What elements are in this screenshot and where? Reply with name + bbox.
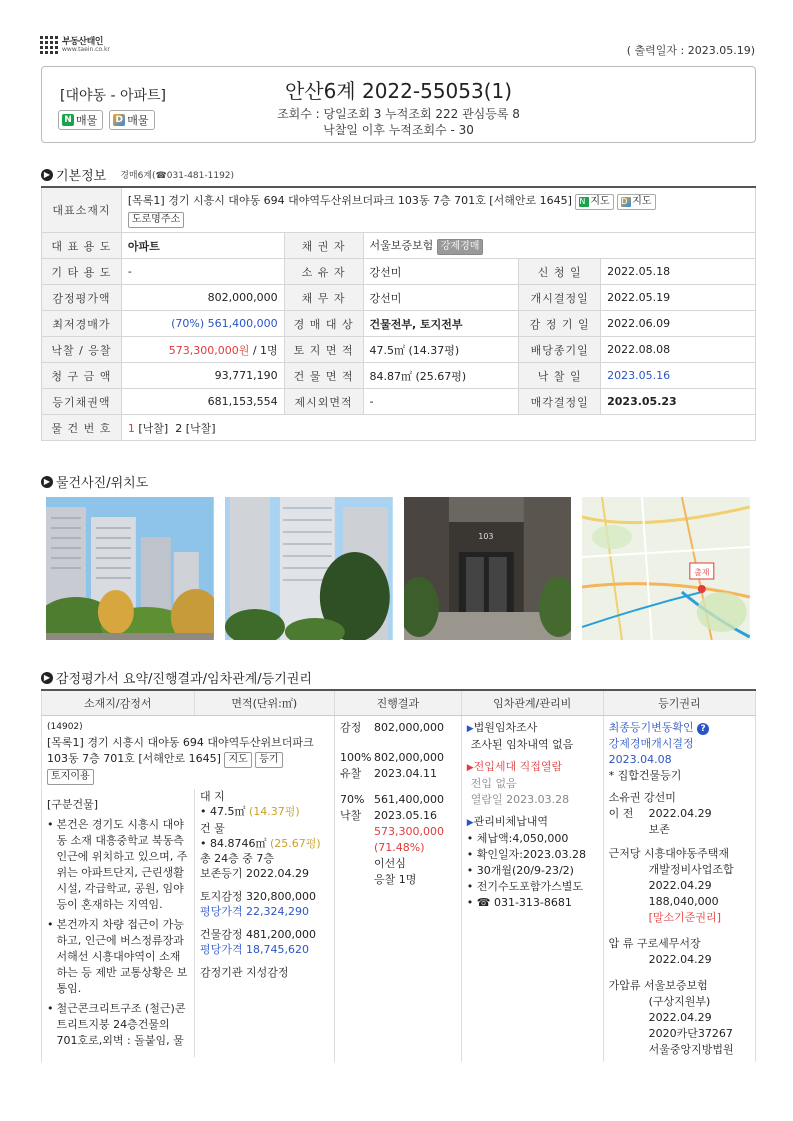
help-icon[interactable]: ? xyxy=(697,723,709,735)
arrears-period: 30개월(20/9-23/2) xyxy=(476,863,574,877)
owner-value: 강선미 xyxy=(363,259,519,285)
mortgage-holder-cont: 개발정비사업조합 xyxy=(648,862,734,876)
main-use-label: 대 표 용 도 xyxy=(42,233,122,259)
commencement-date-label: 개시결정일 xyxy=(519,285,601,311)
road-address-button[interactable]: 도로명주소 xyxy=(128,212,184,228)
main-use-value: 아파트 xyxy=(121,233,284,259)
summary-heading xyxy=(41,668,312,687)
last-change-label: 최종등기변동확인 xyxy=(608,720,694,734)
title-box xyxy=(41,66,756,143)
property-category: [대야동 - 아파트] xyxy=(60,88,167,104)
mortgage-date: 2022.04.29 xyxy=(648,878,712,892)
arrow-bullet-icon: ▶ xyxy=(41,169,53,181)
basic-info-heading xyxy=(41,165,234,184)
building-area-pyeong: (25.67평) xyxy=(270,836,321,850)
land-area-pyeong: (14.37평) xyxy=(249,804,300,818)
seizure-holder: 압 류 구로세무서장 xyxy=(608,936,701,950)
debtor-value: 강선미 xyxy=(363,285,519,311)
auction-target-value: 건물전부, 토지전부 xyxy=(363,311,519,337)
mortgage-amount: 188,040,000 xyxy=(648,894,719,908)
building-heading: 건 물 xyxy=(200,821,225,835)
debtor-label: 채 무 자 xyxy=(284,285,363,311)
naver-listing-button[interactable] xyxy=(58,110,103,130)
progress-cell xyxy=(335,715,462,1062)
other-use-label: 기 타 용 도 xyxy=(42,259,122,285)
land-price-per-pyeong: 평당가격 22,324,290 xyxy=(200,904,309,918)
sale-date-label: 낙 찰 일 xyxy=(519,363,601,389)
round-2-date: 2023.05.16 xyxy=(374,808,437,822)
triangle-icon: ▶ xyxy=(466,762,474,773)
land-area-value: 47.5㎡ (14.37평) xyxy=(363,337,519,363)
dividend-deadline-value: 2022.08.08 xyxy=(601,337,756,363)
bidder-count: / 1명 xyxy=(249,343,278,357)
resident-lookup-label: 전입세대 직접열람 xyxy=(473,759,563,773)
apartment-photo-2[interactable] xyxy=(225,497,393,640)
round-1-result: 유찰 xyxy=(340,766,362,780)
provisional-seizure-date: 2022.04.29 xyxy=(648,1010,712,1024)
lease-cell: ▶법원임차조사 조사된 임차내역 없음 ▶전입세대 직접열람 전입 없음 열람일 2023.03.28 ▶관리비체납내역 • 체납액:4,050,000 • 확인일자:2023.03.28 • 30개월(20/9-23/2) • 전기수도포함가스별도 • ☎ 031-313-8681 xyxy=(461,715,603,1062)
collective-building-registry: * 집합건물등기 xyxy=(608,768,682,782)
lease-survey-result: 조사된 임차내역 없음 xyxy=(470,737,574,751)
building-price-per-pyeong: 평당가격 18,745,620 xyxy=(200,942,309,956)
col-lease-header: 임차관계/관리비 xyxy=(461,690,603,715)
registry-change-date: 2023.04.08 xyxy=(608,752,672,766)
dividend-deadline-label: 배당종기일 xyxy=(519,337,601,363)
application-date-label: 신 청 일 xyxy=(519,259,601,285)
building-entrance-photo[interactable] xyxy=(404,497,572,640)
building-area-label: 건 물 면 적 xyxy=(284,363,363,389)
winner-name: 이선심 xyxy=(374,856,406,870)
appraisal-value: 802,000,000 xyxy=(121,285,284,311)
provisional-seizure-holder: 가압류 서울보증보험 xyxy=(608,978,708,992)
view-counts: 조회수 : 당일조회 3 누적조회 222 관심등록 8 xyxy=(277,107,520,121)
location-description: 본건은 경기도 시흥시 대야동 소재 대흥중학교 북동측 인근에 위치하고 있으며, 주위는 아파트단지, 근린생활시설, 각급학교, 공원, 임야 등이 혼재하는 지역임. xyxy=(56,817,188,911)
logo[interactable] xyxy=(40,36,110,54)
registry-change-kind: 강제경매개시결정 xyxy=(608,736,694,750)
claim-amount-label: 청 구 금 액 xyxy=(42,363,122,389)
registered-claims-value: 681,153,554 xyxy=(121,389,284,415)
floor-info: 총 24층 중 7층 xyxy=(200,851,274,865)
excluded-area-value: - xyxy=(363,389,519,415)
mortgage-holder: 근저당 시흥대야동주택재 xyxy=(608,846,730,860)
sale-decision-date-value: 2023.05.23 xyxy=(601,389,756,415)
case-number: 안산6계 2022-55053(1) xyxy=(284,79,513,103)
col-address-header: 소재지/감정서 xyxy=(42,690,195,715)
winning-bid-value: 573,300,000원 xyxy=(168,343,250,357)
item-1-number: 1 xyxy=(127,421,135,435)
photos-title: 물건사진/위치도 xyxy=(56,476,149,491)
location-map[interactable] xyxy=(582,497,750,640)
commencement-date-value: 2022.05.19 xyxy=(601,285,756,311)
apartment-photo-1[interactable] xyxy=(46,497,214,640)
last-change-link[interactable] xyxy=(609,720,750,736)
address-text: [목록1] 경기 시흥시 대야동 694 대야역두산위브더파크 103동 7층 701호 [서해안로 1645] xyxy=(127,194,572,207)
arrears-check-date: 확인일자:2023.03.28 xyxy=(476,847,586,861)
provisional-seizure-case: 2020카단37267 xyxy=(648,1026,733,1040)
structure-description: 철근콘크리트구조 (철근)콘트리트지붕 24층건물의 701호로,외벽 : 돌붙임, 물 xyxy=(56,1001,186,1047)
round-1-rate: 100% xyxy=(340,750,372,764)
arrears-amount: 체납액:4,050,000 xyxy=(476,831,569,845)
arrow-bullet-icon: ▶ xyxy=(41,672,53,684)
daum-listing-label: 매물 xyxy=(127,114,149,127)
progress-appraisal-label: 감정 xyxy=(340,720,362,734)
excluded-area-label: 제시외면적 xyxy=(284,389,363,415)
winning-rate: (71.48%) xyxy=(374,840,425,854)
col-area-header: 면적(단위:㎡) xyxy=(194,690,334,715)
application-date-value: 2022.05.18 xyxy=(601,259,756,285)
appraiser: 감정기관 지성감정 xyxy=(200,965,289,979)
item-1-status: [낙찰] xyxy=(138,421,169,435)
summary-title: 감정평가서 요약/진행결과/임차관계/등기권리 xyxy=(56,672,312,687)
round-2-price: 561,400,000 xyxy=(374,792,444,806)
registry-button[interactable]: 등기 xyxy=(255,752,282,768)
logo-url: www.taein.co.kr xyxy=(62,45,110,53)
ownership-date: 2022.04.29 xyxy=(648,806,712,820)
naver-map-button[interactable] xyxy=(575,194,613,210)
daum-icon: D xyxy=(113,114,125,126)
auction-target-label: 경 매 대 상 xyxy=(284,311,363,337)
map-button[interactable]: 지도 xyxy=(224,752,251,768)
summary-table xyxy=(41,689,756,1062)
col-progress-header: 진행결과 xyxy=(335,690,462,715)
land-use-button[interactable]: 토지이용 xyxy=(47,769,94,785)
land-area: 47.5㎡ xyxy=(210,804,246,818)
minimum-price-value: (70%) 561,400,000 xyxy=(121,311,284,337)
auction-type-badge: 강제경매 xyxy=(437,239,484,255)
basic-info-title: 기본정보 xyxy=(56,169,107,184)
building-area: 84.8746㎡ xyxy=(210,836,267,850)
building-appraisal: 건물감정 481,200,000 xyxy=(200,927,316,941)
address-area-cell: (14902) [목록1] 경기 시흥시 대야동 694 대야역두산위브더파크 103동 7층 701호 [서해안로 1645] 지도 등기 토지이용 [구분건물] • 본건은 경기도 시흥시 대야동 소재 대흥중학교 북동측 인근에 위치하고 있으며, 주위는 아파트단지, 근린생활시설, 각급학교, 공원, 임야 등이 혼재하는 지역임. • 본건까지 차량 접근이 가능하고, 인근에 버스정류장과 서해선 시흥대야역이 소재하는 등 제반 교통상황은 보통임. • 철근콘크리트구조 (철근)콘트리트지붕 24층건물의 701호로,외벽 : 돌붙임, 물 대 지 • 47.5㎡ (14.37평) 건 물 • 84.8746㎡ (25.67평) 총 24층 중 7층 보존등기 2022.04.29 토지감정 320,800,000 평당가격 22,324,290 건물감정 481,200,000 평당가격 18,745,620 감정기관 지성감정 xyxy=(42,715,335,1062)
photos-heading xyxy=(41,472,148,491)
building-kind: [구분건물] xyxy=(47,797,99,811)
zip-code: (14902) xyxy=(47,721,83,732)
resident-result: 전입 없음 xyxy=(470,776,517,790)
map-marker-label: 출재 xyxy=(694,567,710,578)
land-area-label: 토 지 면 적 xyxy=(284,337,363,363)
other-use-value: - xyxy=(121,259,284,285)
registered-claims-label: 등기채권액 xyxy=(42,389,122,415)
base-right-note: [말소기준권리] xyxy=(648,910,721,924)
sale-date-value: 2023.05.16 xyxy=(601,363,756,389)
court-contact: 경매6계(☎031-481-1192) xyxy=(120,171,235,181)
creditor-value: 서울보증보험 xyxy=(369,238,434,252)
view-counts-after-sale: 낙찰일 이후 누적조회수 - 30 xyxy=(323,123,474,137)
management-phone: ☎ 031-313-8681 xyxy=(476,895,572,909)
progress-appraisal-value: 802,000,000 xyxy=(374,720,444,734)
creditor-label: 채 권 자 xyxy=(284,233,363,259)
ownership-holder: 소유권 강선미 xyxy=(608,790,676,804)
resident-lookup-link[interactable] xyxy=(467,759,598,776)
logo-name: 부동산태인 xyxy=(62,36,103,47)
winning-bid-label: 낙찰 / 응찰 xyxy=(42,337,122,363)
ownership-type: 이 전 xyxy=(608,806,634,820)
col-registry-header: 등기권리 xyxy=(603,690,755,715)
round-1-price: 802,000,000 xyxy=(374,750,444,764)
photo-strip xyxy=(46,497,750,640)
naver-icon: N xyxy=(62,114,74,126)
appraisal-date-label: 감 정 기 일 xyxy=(519,311,601,337)
round-2-rate: 70% xyxy=(340,792,365,806)
address-label: 대표소재지 xyxy=(42,187,122,233)
item-1-link[interactable] xyxy=(128,422,168,435)
print-date: ( 출력일자 : 2023.05.19) xyxy=(626,44,755,57)
daum-map-label: 지도 xyxy=(632,196,652,207)
maintenance-arrears-label: 관리비체납내역 xyxy=(473,814,549,828)
land-appraisal: 토지감정 320,800,000 xyxy=(200,889,316,903)
naver-map-label: 지도 xyxy=(590,196,610,207)
daum-map-button[interactable] xyxy=(617,194,655,210)
round-2-result: 낙찰 xyxy=(340,808,362,822)
summary-address: [목록1] 경기 시흥시 대야동 694 대야역두산위브더파크 103동 7층 701호 [서해안로 1645] xyxy=(47,735,314,765)
preservation-registry: 보존등기 2022.04.29 xyxy=(200,866,309,880)
arrow-bullet-icon: ▶ xyxy=(41,476,53,488)
provisional-seizure-branch: (구상지원부) xyxy=(648,994,711,1008)
triangle-icon: ▶ xyxy=(466,817,474,828)
claim-amount-value: 93,771,190 xyxy=(121,363,284,389)
appraisal-date-value: 2022.06.09 xyxy=(601,311,756,337)
winning-price: 573,300,000 xyxy=(374,824,444,838)
logo-dots-icon xyxy=(40,36,58,54)
seizure-date: 2022.04.29 xyxy=(648,952,712,966)
round-1-date: 2023.04.11 xyxy=(374,766,437,780)
land-heading: 대 지 xyxy=(200,789,225,803)
minimum-price-label: 최저경매가 xyxy=(42,311,122,337)
arrears-scope: 전기수도포함가스별도 xyxy=(476,879,584,893)
ownership-note: 보존 xyxy=(648,822,670,836)
transport-description: 본건까지 차량 접근이 가능하고, 인근에 버스정류장과 서해선 시흥대야역이 소재하는 등 제반 교통상황은 보통임. xyxy=(56,917,188,995)
court-lease-survey: 법원임차조사 xyxy=(473,720,538,734)
basic-info-table xyxy=(41,186,756,441)
naver-listing-label: 매물 xyxy=(76,114,98,127)
bidder-count-summary: 응찰 1명 xyxy=(374,872,417,886)
item-number-label: 물 건 번 호 xyxy=(42,415,122,441)
sale-decision-date-label: 매각결정일 xyxy=(519,389,601,415)
svg-text:103: 103 xyxy=(477,531,493,542)
provisional-seizure-court: 서울중앙지방법원 xyxy=(648,1042,734,1056)
owner-label: 소 유 자 xyxy=(284,259,363,285)
triangle-icon: ▶ xyxy=(466,723,474,734)
registry-cell xyxy=(603,715,755,1062)
appraisal-label: 감정평가액 xyxy=(42,285,122,311)
daum-listing-button[interactable] xyxy=(109,110,154,130)
building-area-value: 84.87㎡ (25.67평) xyxy=(363,363,519,389)
daum-icon: D xyxy=(621,197,631,207)
item-2-link[interactable]: 2 [낙찰] xyxy=(175,421,216,435)
lookup-date: 열람일 2023.03.28 xyxy=(470,792,570,806)
naver-icon: N xyxy=(579,197,589,207)
